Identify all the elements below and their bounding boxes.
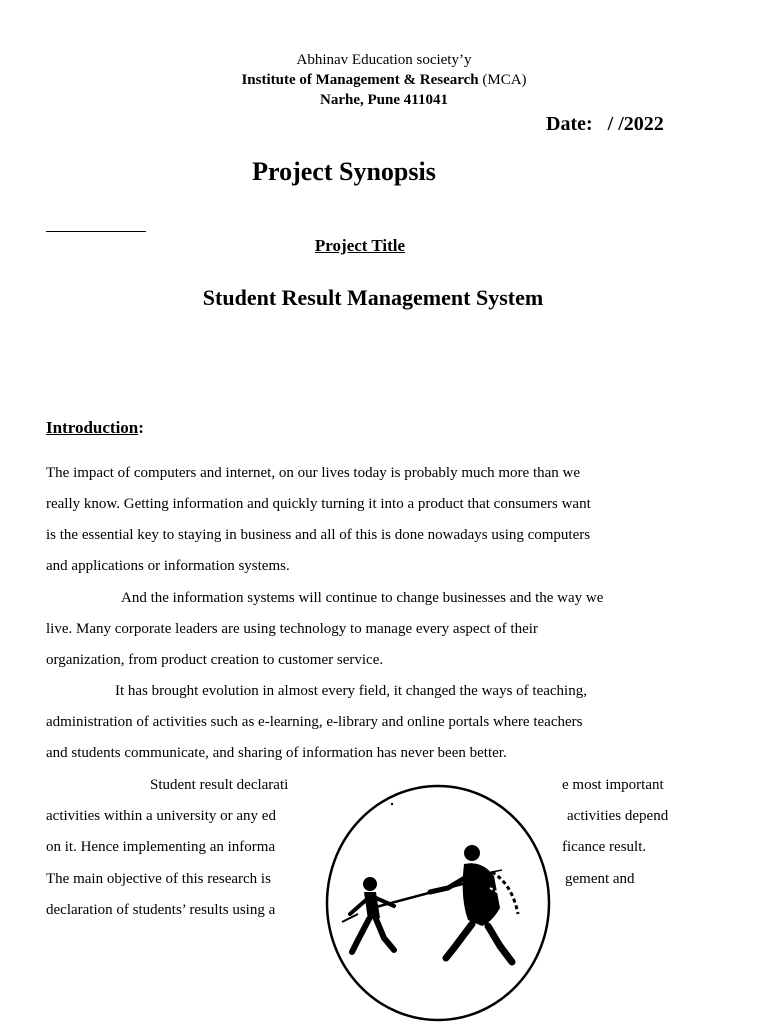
page-title: Project Synopsis [252, 157, 436, 186]
sword-fight-emblem-icon [322, 780, 554, 1024]
introduction-heading [46, 418, 144, 438]
body-line-12a: activities within a university or any ed [46, 808, 276, 824]
project-title-label: Project Title [314, 236, 406, 255]
body-line-10: and students communicate, and sharing of information has never been better. [46, 745, 507, 761]
date-label: Date: [546, 113, 593, 135]
date-line [546, 113, 664, 136]
body-line-4: and applications or information systems. [46, 558, 290, 574]
divider-line [46, 231, 146, 232]
institute-suffix: (MCA) [478, 72, 527, 88]
body-line-3: is the essential key to staying in business and all of this is done nowadays using computers [46, 527, 591, 543]
project-title: Student Result Management System [202, 285, 544, 310]
introduction-colon: : [138, 418, 144, 437]
body-line-12b: activities depend [567, 808, 669, 824]
body-line-8: It has brought evolution in almost every field, it changed the ways of teaching, [115, 683, 587, 699]
body-line-13a: on it. Hence implementing an informa [46, 839, 276, 855]
body-line-15a: declaration of students’ results using a [46, 902, 276, 918]
institute-name-text: Institute of Management & Research [241, 72, 479, 88]
introduction-heading-text: Introduction [46, 418, 139, 437]
institute-address: Narhe, Pune 411041 [320, 92, 448, 108]
body-line-6: live. Many corporate leaders are using technology to manage every aspect of their [46, 621, 538, 637]
body-line-14a: The main objective of this research is [46, 871, 271, 887]
body-line-14b: gement and [565, 871, 635, 887]
body-line-13b: ficance result. [562, 839, 647, 855]
body-line-11b: e most important [562, 777, 664, 793]
society-name: Abhinav Education society’y [296, 52, 472, 68]
body-line-7: organization, from product creation to customer service. [46, 652, 384, 668]
date-value: / /2022 [607, 113, 664, 135]
body-line-11a: Student result declarati [150, 777, 289, 793]
body-line-2: really know. Getting information and quickly turning it into a product that consumers want [46, 496, 591, 512]
body-line-5: And the information systems will continue to change businesses and the way we [121, 590, 604, 606]
institute-name [0, 70, 768, 91]
body-line-1: The impact of computers and internet, on our lives today is probably much more than we [46, 465, 581, 481]
body-line-9: administration of activities such as e-learning, e-library and online portals where teachers [46, 714, 583, 730]
